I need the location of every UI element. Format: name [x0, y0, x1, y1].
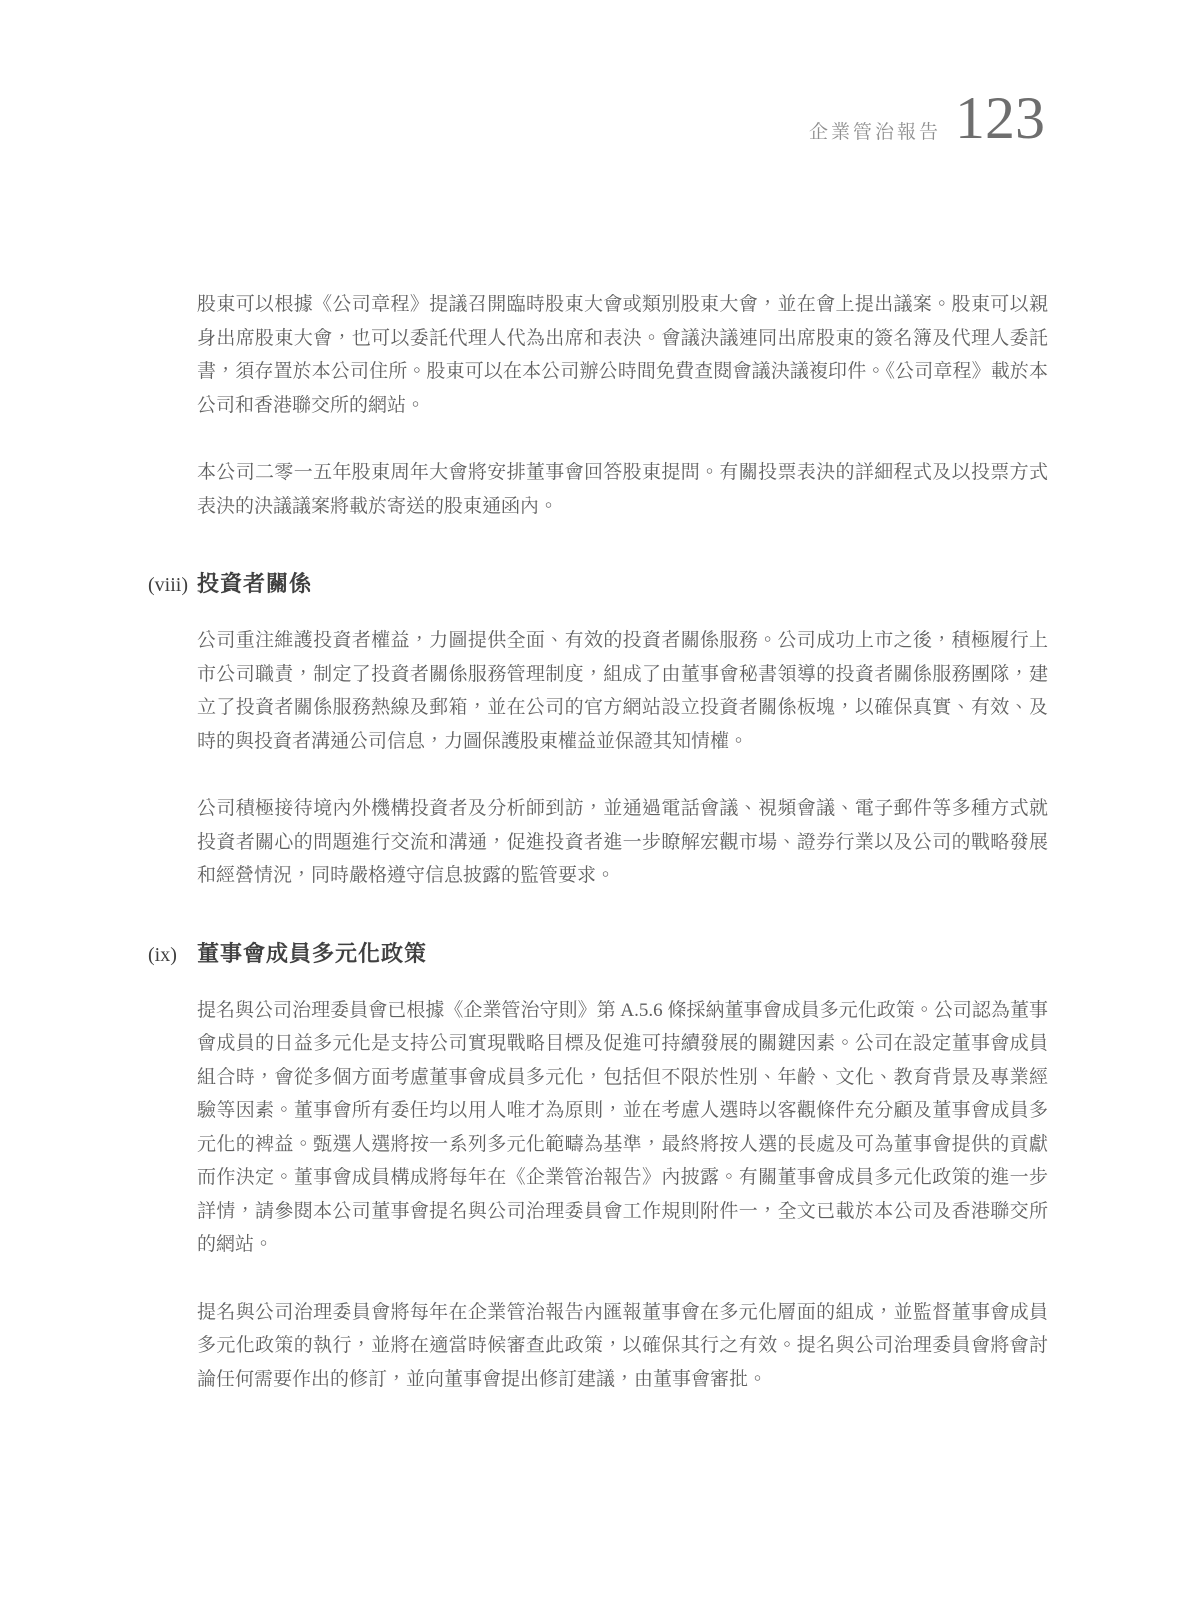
section-ix-paragraph-2: 提名與公司治理委員會將每年在企業管治報告內匯報董事會在多元化層面的組成，並監督董事會成員多元化政策的執行，並將在適當時候審查此政策，以確保其行之有效。提名與公司治理委員會將會討論任何需要作出的修訂，並向董事會提出修訂建議，由董事會審批。 [197, 1301, 1048, 1390]
section-title-board-diversity-policy: 董事會成員多元化政策 [197, 940, 428, 966]
section-title-investor-relations: 投資者關係 [197, 571, 313, 596]
section-viii-paragraph-1: 公司重注維護投資者權益，力圖提供全面、有效的投資者關係服務。公司成功上市之後，積極履行上市公司職責，制定了投資者關係服務管理制度，組成了由董事會秘書領導的投資者關係服務團隊，建立了投資者關係服務熱線及郵箱，並在公司的官方網站設立投資者關係板塊，以確保真實、有效、及時的與投資者溝通公司信息，力圖保護股東權益並保證其知情權。 [197, 630, 1048, 752]
intro-paragraph-1: 股東可以根據《公司章程》提議召開臨時股東大會或類別股東大會，並在會上提出議案。股東可以親身出席股東大會，也可以委託代理人代為出席和表決。會議決議連同出席股東的簽名簿及代理人委託書，須存置於本公司住所。股東可以在本公司辦公時間免費查閱會議決議複印件。《公司章程》載於本公司和香港聯交所的網站。 [197, 294, 1048, 416]
section-body-viii [0, 624, 1190, 893]
document-content [0, 288, 1190, 1396]
section-number-ix: (ix) [148, 943, 177, 966]
section-heading-viii [148, 567, 1190, 598]
section-body-ix [0, 994, 1190, 1397]
intro-paragraph-2: 本公司二零一五年股東周年大會將安排董事會回答股東提問。有關投票表決的詳細程式及以投票方式表決的決議議案將載於寄送的股東通函內。 [197, 462, 1048, 517]
page-number: 123 [955, 85, 1045, 151]
section-viii-paragraph-2: 公司積極接待境內外機構投資者及分析師到訪，並通過電話會議、視頻會議、電子郵件等多種方式就投資者關心的問題進行交流和溝通，促進投資者進一步瞭解宏觀市場、證券行業以及公司的戰略發展和經營情況，同時嚴格遵守信息披露的監管要求。 [197, 798, 1048, 886]
report-section-label: 企業管治報告 [808, 122, 941, 143]
page-header [808, 85, 1045, 151]
section-ix-paragraph-1: 提名與公司治理委員會已根據《企業管治守則》第 A.5.6 條採納董事會成員多元化政策。公司認為董事會成員的日益多元化是支持公司實現戰略目標及促進可持續發展的關鍵因素。公司在設定董事會成員組合時，會從多個方面考慮董事會成員多元化，包括但不限於性別、年齡、文化、教育背景及專業經驗等因素。董事會所有委任均以用人唯才為原則，並在考慮人選時以客觀條件充分顧及董事會成員多元化的裨益。甄選人選將按一系列多元化範疇為基準，最終將按人選的長處及可為董事會提供的貢獻而作決定。董事會成員構成將每年在《企業管治報告》內披露。有關董事會成員多元化政策的進一步詳情，請參閱本公司董事會提名與公司治理委員會工作規則附件一，全文已載於本公司及香港聯交所的網站。 [197, 999, 1048, 1255]
section-heading-ix [148, 937, 1190, 968]
section-number-viii: (viii) [148, 574, 188, 596]
